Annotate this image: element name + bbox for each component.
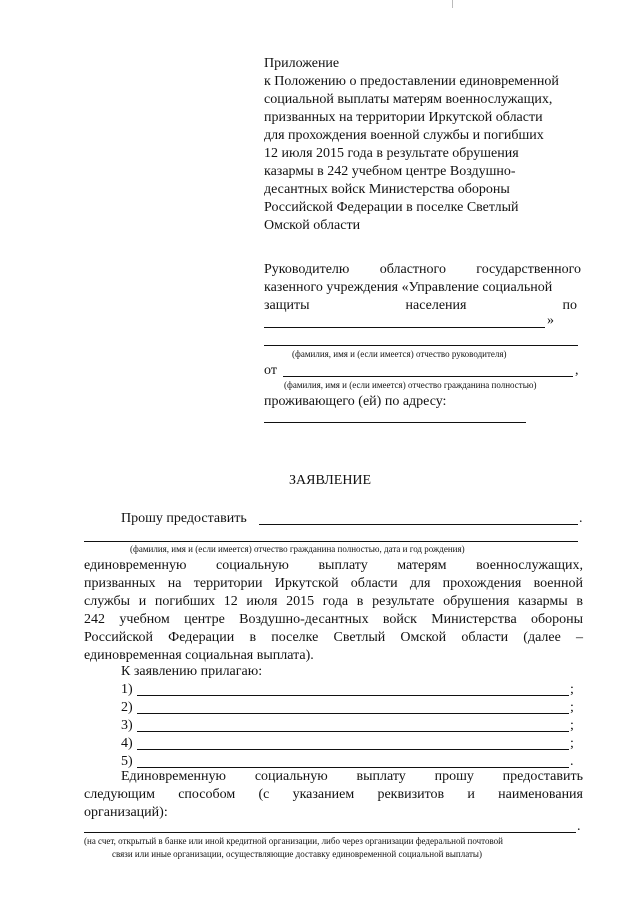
appendix-line: Российской Федерации в поселке Светлый xyxy=(264,200,519,215)
caption-head: (фамилия, имя и (если имеется) отчество руководителя) xyxy=(292,349,507,359)
addressee-quote-end: » xyxy=(547,313,554,328)
caption-payment: (на счет, открытый в банке или иной кредитной организации, либо через организации федеральной почтовой xyxy=(84,836,503,846)
request-end: . xyxy=(579,511,583,526)
addressee-name-field[interactable] xyxy=(264,327,545,328)
appendix-heading: Приложение xyxy=(264,56,340,71)
payment-line: Единовременную социальную выплату прошу предоставить xyxy=(121,769,583,784)
addressee-line: Руководителю областного государственного xyxy=(264,262,581,277)
attachment-end: ; xyxy=(570,700,574,715)
appendix-line: к Положению о предоставлении единовременной xyxy=(264,74,559,89)
attachment-num: 5) xyxy=(121,754,133,769)
appendix-line: казармы в 242 учебном центре Воздушно- xyxy=(264,164,516,179)
body-line: Российской Федерации в поселке Светлый Омской области (далее – xyxy=(84,630,583,645)
request-label: Прошу предоставить xyxy=(121,511,247,526)
appendix-line: 12 июля 2015 года в результате обрушения xyxy=(264,146,519,161)
attachment-end: ; xyxy=(570,718,574,733)
attach-label: К заявлению прилагаю: xyxy=(121,664,263,679)
from-label: от xyxy=(264,363,277,378)
head-name-field[interactable] xyxy=(264,345,578,346)
address-label: проживающего (ей) по адресу: xyxy=(264,394,447,409)
page-edge-mark xyxy=(452,0,453,8)
payment-line: организаций): xyxy=(84,805,168,820)
attachment-num: 2) xyxy=(121,700,133,715)
body-line: 242 учебном центре Воздушно-десантных войск Министерства обороны xyxy=(84,612,583,627)
appendix-line: для прохождения военной службы и погибших xyxy=(264,128,544,143)
attachment-num: 3) xyxy=(121,718,133,733)
address-field[interactable] xyxy=(264,422,526,423)
attachment-num: 1) xyxy=(121,682,133,697)
body-line: единовременная социальная выплата). xyxy=(84,648,314,663)
recipient-details-field[interactable] xyxy=(84,541,578,542)
appendix-line: социальной выплаты матерям военнослужащих, xyxy=(264,92,553,107)
body-line: призванных на территории Иркутской области для прохождения военной xyxy=(84,576,583,591)
attachment-num: 4) xyxy=(121,736,133,751)
addressee-line: казенного учреждения «Управление социальной xyxy=(264,280,553,295)
attachment-field[interactable] xyxy=(137,749,569,750)
attachment-field[interactable] xyxy=(137,713,569,714)
payment-end: . xyxy=(577,819,581,834)
body-line: службы и погибших 12 июля 2015 года в результате обрушения казармы в xyxy=(84,594,583,609)
attachment-end: ; xyxy=(570,736,574,751)
attachment-field[interactable] xyxy=(137,731,569,732)
from-comma: , xyxy=(575,363,579,378)
appendix-line: призванных на территории Иркутской области xyxy=(264,110,543,125)
statement-title: ЗАЯВЛЕНИЕ xyxy=(289,473,372,488)
payment-method-field[interactable] xyxy=(84,832,576,833)
request-recipient-field[interactable] xyxy=(259,524,578,525)
appendix-line: Омской области xyxy=(264,218,361,233)
attachment-field[interactable] xyxy=(137,695,569,696)
appendix-line: десантных войск Министерства обороны xyxy=(264,182,510,197)
applicant-name-field[interactable] xyxy=(283,376,573,377)
body-line: единовременную социальную выплату матерям военнослужащих, xyxy=(84,558,583,573)
attachment-end: . xyxy=(570,754,574,769)
addressee-line: защиты населения по xyxy=(264,298,577,313)
caption-recipient: (фамилия, имя и (если имеется) отчество гражданина полностью, дата и год рождения) xyxy=(130,544,465,554)
caption-applicant: (фамилия, имя и (если имеется) отчество гражданина полностью) xyxy=(284,380,537,390)
attachment-end: ; xyxy=(570,682,574,697)
payment-line: следующим способом (с указанием реквизитов и наименования xyxy=(84,787,583,802)
caption-payment: связи или иные организации, осуществляющие доставку единовременной социальной выплаты) xyxy=(112,849,482,859)
